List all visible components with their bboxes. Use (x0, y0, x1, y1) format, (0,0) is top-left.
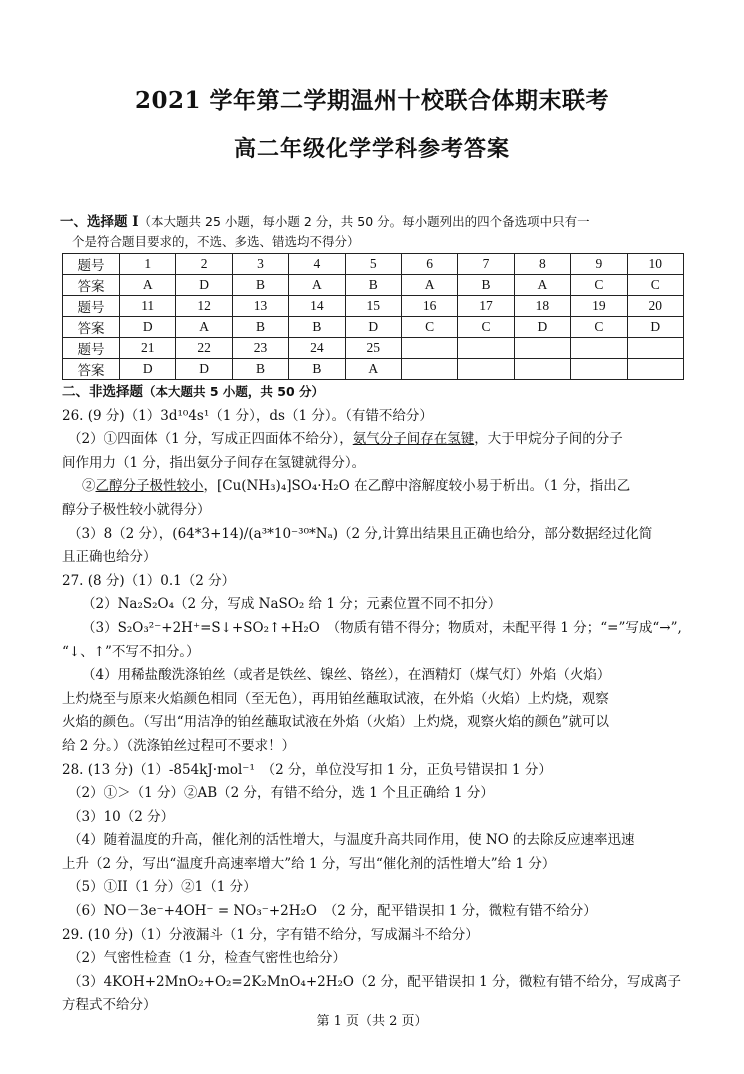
answer-line: （4）随着温度的升高，催化剂的活性增大，与温度升高共同作用，使 NO 的去除反应速率迅速 (68, 832, 635, 849)
question-number-cell: 20 (627, 296, 683, 317)
answer-cell: D (176, 275, 232, 296)
answer-text: （2）①四面体（1 分，写成正四面体不给分）， (68, 431, 353, 448)
question-number-cell (627, 338, 683, 359)
answer-cell: B (345, 275, 401, 296)
question-number-cell: 16 (401, 296, 457, 317)
row-label-question: 题号 (63, 296, 120, 317)
answer-cell: D (514, 317, 570, 338)
answer-text: ② (82, 478, 96, 495)
answer-line: 上灼烧至与原来火焰颜色相同（至无色），再用铂丝蘸取试液，在外焰（火焰）上灼烧，观察 (62, 690, 609, 707)
question-number-cell: 2 (176, 254, 232, 275)
answer-row (63, 275, 684, 296)
document-title: 2021 学年第二学期温州十校联合体期末联考 (134, 87, 610, 114)
answer-line: （3）10（2 分） (68, 808, 175, 825)
underlined-text: 乙醇分子极性较小 (95, 478, 204, 495)
answer-line: 26. (9 分)（1）3d¹⁰4s¹（1 分），ds（1 分）。（有错不给分） (62, 407, 433, 424)
question-number-row (63, 296, 684, 317)
answer-cell (401, 359, 457, 380)
answer-line: （3）S₂O₃²⁻+2H⁺=S↓+SO₂↑+H₂O （物质有错不得分；物质对，未配平得 1 分；“=”写成“→”, (82, 619, 682, 636)
question-number-cell: 10 (627, 254, 683, 275)
question-number-cell: 13 (232, 296, 288, 317)
question-number-cell: 6 (401, 254, 457, 275)
answer-cell: D (120, 359, 176, 380)
underlined-text: 氨气分子间存在氢键 (352, 431, 475, 448)
question-number-cell: 25 (345, 338, 401, 359)
question-number-cell: 24 (289, 338, 345, 359)
document-subtitle: 高二年级化学学科参考答案 (233, 136, 510, 162)
answer-line: （3）4KOH+2MnO₂+O₂=2K₂MnO₄+2H₂O（2 分，配平错误扣 1 分，微粒有错不给分，写成离子 (68, 973, 682, 990)
answer-body (62, 380, 692, 1018)
answer-cell: B (232, 275, 288, 296)
answer-line: 火焰的颜色。（写出“用洁净的铂丝蘸取试液在外焰（火焰）上灼烧，观察火焰的颜色”就可以 (62, 714, 610, 731)
question-number-cell: 4 (289, 254, 345, 275)
answer-cell: D (627, 317, 683, 338)
answer-line: （2）Na₂S₂O₄（2 分，写成 NaSO₂ 给 1 分；元素位置不同不扣分） (82, 596, 502, 613)
row-label-question: 题号 (63, 338, 120, 359)
question-number-cell: 17 (458, 296, 514, 317)
answer-cell: A (176, 317, 232, 338)
question-number-cell: 22 (176, 338, 232, 359)
question-number-cell: 1 (120, 254, 176, 275)
question-number-cell: 19 (571, 296, 627, 317)
question-number-cell: 9 (571, 254, 627, 275)
question-number-cell (571, 338, 627, 359)
question-number-cell (401, 338, 457, 359)
row-label-answer: 答案 (63, 359, 120, 380)
section1-note-line2: 个是符合题目要求的，不选、多选、错选均不得分） (72, 234, 360, 249)
question-number-cell: 12 (176, 296, 232, 317)
answer-cell: D (345, 317, 401, 338)
answer-line (62, 475, 692, 499)
row-label-question: 题号 (63, 254, 120, 275)
answer-cell: A (345, 359, 401, 380)
answer-row (63, 317, 684, 338)
answer-line: （5）①II（1 分）②1（1 分） (68, 879, 257, 896)
answer-line: “↓、↑”不写不扣分。） (62, 643, 200, 660)
answer-line: （4）用稀盐酸洗涤铂丝（或者是铁丝、镍丝、铬丝），在酒精灯（煤气灯）外焰（火焰） (82, 667, 611, 684)
question-number-cell: 5 (345, 254, 401, 275)
section2-heading: 二、非选择题 (62, 384, 143, 400)
answer-text: ，大于甲烷分子间的分子 (474, 431, 623, 448)
answer-cell: C (571, 317, 627, 338)
answer-cell (458, 359, 514, 380)
answer-line: 且正确也给分） (62, 549, 157, 566)
answer-cell: A (514, 275, 570, 296)
answer-line: 给 2 分。）（洗涤铂丝过程可不要求！） (62, 737, 296, 754)
answer-cell (571, 359, 627, 380)
answer-cell: B (232, 317, 288, 338)
section1-header (60, 212, 700, 252)
question-number-cell: 15 (345, 296, 401, 317)
row-label-answer: 答案 (63, 317, 120, 338)
answer-cell: B (232, 359, 288, 380)
section1-heading: 一、选择题 I (60, 214, 139, 230)
answer-cell: A (289, 275, 345, 296)
answer-cell (514, 359, 570, 380)
question-number-cell: 23 (232, 338, 288, 359)
question-number-row (63, 254, 684, 275)
question-number-cell: 8 (514, 254, 570, 275)
answer-cell: B (458, 275, 514, 296)
answer-line: （2）气密性检查（1 分，检查气密性也给分） (68, 950, 346, 967)
answer-cell: B (289, 359, 345, 380)
question-number-cell: 3 (232, 254, 288, 275)
answer-cell: D (120, 317, 176, 338)
section1-note-line1: （本大题共 25 小题，每小题 2 分，共 50 分。每小题列出的四个备选项中只有一 (138, 214, 590, 229)
answer-line: （2）①＞（1 分）②AB（2 分，有错不给分，选 1 个且正确给 1 分） (68, 785, 494, 802)
answer-cell (627, 359, 683, 380)
question-number-cell: 21 (120, 338, 176, 359)
answer-cell: C (571, 275, 627, 296)
answer-line: 27. (8 分)（1）0.1（2 分） (62, 572, 236, 589)
answer-cell: C (627, 275, 683, 296)
question-number-cell: 18 (514, 296, 570, 317)
answer-cell: D (176, 359, 232, 380)
question-number-cell (458, 338, 514, 359)
answer-line: （6）NO－3e⁻+4OH⁻ = NO₃⁻+2H₂O （2 分，配平错误扣 1 分，微粒有错不给分） (68, 903, 597, 920)
row-label-answer: 答案 (63, 275, 120, 296)
answer-line: 间作用力（1 分，指出氨分子间存在氢键就得分）。 (62, 454, 366, 471)
question-number-cell: 14 (289, 296, 345, 317)
page-footer: 第 1 页（共 2 页） (316, 1014, 428, 1029)
answer-cell: C (401, 317, 457, 338)
answer-line: 方程式不给分） (62, 997, 157, 1014)
answer-row (63, 359, 684, 380)
answer-line: 29. (10 分)（1）分液漏斗（1 分，字有错不给分，写成漏斗不给分） (62, 926, 479, 943)
answer-line: 28. (13 分)（1）-854kJ·mol⁻¹ （2 分，单位没写扣 1 分，正负号错误扣 1 分） (62, 761, 552, 778)
question-number-cell: 7 (458, 254, 514, 275)
answer-line: （3）8（2 分），(64*3+14)/(a³*10⁻³⁰*Nₐ)（2 分,计算出结果且正确也给分，部分数据经过化简 (68, 525, 653, 542)
answer-cell: B (289, 317, 345, 338)
answer-cell: A (120, 275, 176, 296)
answer-line: 醇分子极性较小就得分） (62, 501, 211, 518)
section2-note: （本大题共 5 小题，共 50 分） (143, 384, 325, 399)
question-number-cell: 11 (120, 296, 176, 317)
answer-line (62, 428, 692, 452)
answer-text: ，[Cu(NH₃)₄]SO₄·H₂O 在乙醇中溶解度较小易于析出。（1 分，指出乙 (203, 478, 631, 495)
answer-cell: A (401, 275, 457, 296)
answer-table (62, 253, 684, 380)
question-number-cell (514, 338, 570, 359)
question-number-row (63, 338, 684, 359)
answer-cell: C (458, 317, 514, 338)
answer-line: 上升（2 分，写出“温度升高速率增大”给 1 分，写出“催化剂的活性增大”给 1 分） (62, 855, 556, 872)
